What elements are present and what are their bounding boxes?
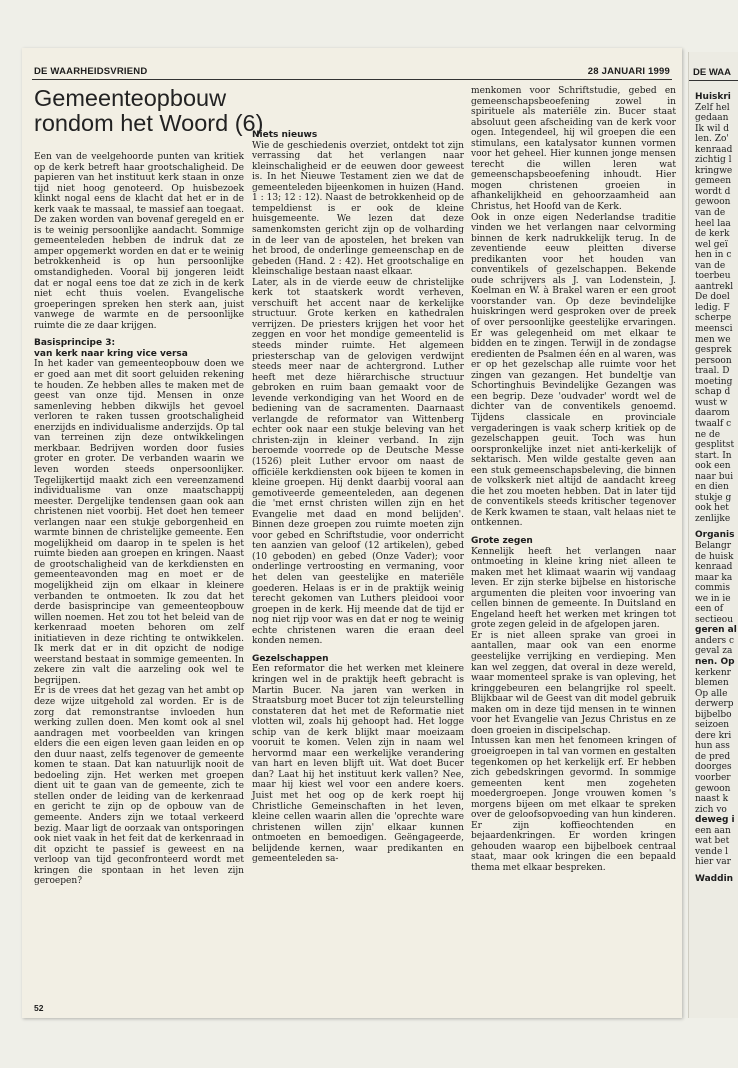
next-page-line: wel geï (695, 239, 728, 250)
newspaper-page (22, 48, 682, 1018)
paragraph: menkomen voor Schriftstudie, gebed en gemeenschapsbeoefening zowel in spirituele als materiële zin. Bucer staat absoluut geen afscheiding van de kerk voor ogen. Integendeel, hij wil groepen die een stimulans, een katalysator kunnen vormen voor het geheel. Hier kunnen jonge mensen terecht die willen leren wat gemeenschapsbeoefening inhoudt. Hier mogen christenen groeien in afhankelijkheid en gehoorzaamheid aan Christus, het Hoofd van de Kerk. (471, 86, 676, 213)
next-page-line: ne de (695, 429, 721, 440)
next-page-line: gewoon (695, 197, 731, 208)
paragraph: Een reformator die het werken met kleinere kringen wel in de praktijk heeft gebracht is Martin Bucer. Na jaren van werken in Straatsburg moet Bucer tot zijn teleurstelling constateren dat het met de Reformatie niet vlotten wil, zoals hij gehoopt had. Het logge schip van de kerk blijkt maar moeizaam vooruit te komen. Velen zijn in naam wel hervormd maar een werkelijke verandering van hart en leven blijft uit. Wat doet Bucer dan? Laat hij het instituut kerk vallen? Nee, maar hij kiest wel voor een andere koers. Juist met het oog op de kerk roept hij Christliche Gemeinschaften in het leven, kleine cellen waarin allen die 'oprechte ware christenen willen zijn' elkaar kunnen ontmoeten en bemoedigen. Geëngageerde, belijdende kernen, waar predikanten en gemeenteleden sa- (252, 664, 464, 865)
next-page-line: deweg i (695, 815, 735, 826)
section-subheading: van kerk naar kring vice versa (34, 348, 188, 359)
next-page-line: anders c (695, 635, 735, 646)
next-page-line: daarom (695, 408, 730, 419)
next-page-line: len. Zo' (695, 134, 729, 145)
next-page-line: start. In (695, 450, 732, 461)
next-page-line: doorges (695, 762, 732, 773)
next-page-line: naar bui (695, 471, 734, 482)
next-page-line: Organis (695, 530, 735, 541)
next-page-edge (688, 52, 738, 1018)
next-page-line: stukje g (695, 492, 732, 503)
next-page-line: maar ka (695, 572, 733, 583)
next-page-line: kringwe (695, 165, 733, 176)
next-page-line: zenlijke (695, 513, 731, 524)
next-page-line: een of (695, 604, 724, 615)
next-page-line: de huisk (695, 551, 734, 562)
paragraph: Intussen kan men het fenomeen kringen of groeigroepen in tal van vormen en gestalten tegenkomen op het kerkelijk erf. Er hebben zich gebedskringen gevormd. In sommige gemeenten kent men zogeheten moedergroepen. Jonge vrouwen komen 's morgens bijeen om met elkaar te spreken over de geloofsopvoeding van hun kinderen. Er zijn koffieochtenden en bejaardenkringen. Er worden kringen gehouden waarop een bijbelboek centraal staat, maar ook kringen die een bepaald thema met elkaar bespreken. (471, 736, 676, 873)
section-heading: Grote zegen (471, 535, 533, 546)
next-page-line: kenraad (695, 144, 733, 155)
paragraph: Er is de vrees dat het gezag van het ambt op deze wijze uitgehold zal worden. Er is de zorg dat remonstrantse invloeden hun werking zullen doen. Men komt ook al snel aandragen met voorbeelden van kringen elders die een eigen leven gaan leiden en op den duur naast, zelfs tegenover de gemeente komen te staan. Dat kan natuurlijk nooit de bedoeling zijn. Het werken met groepen dient uit te gaan van de gemeente, zich te stellen onder de leiding van de kerkenraad en gericht te zijn op de opbouw van de gemeente. Anders zijn we totaal verkeerd bezig. Maar ligt de oorzaak van ontsporingen ook niet vaak in het feit dat de kerkenraad in dit opzicht te passief is geweest en na verloop van tijd geconfronteerd wordt met kringen die spontaan in het leven zijn geroepen? (34, 686, 244, 887)
next-page-line: derwerp (695, 699, 734, 710)
next-page-line: gewoon (695, 783, 731, 794)
next-page-line: commis (695, 583, 731, 594)
next-page-line: ledig. F (695, 302, 730, 313)
next-page-header: DE WAA (693, 67, 731, 78)
next-page-line: De doel (695, 292, 730, 303)
next-page-line: meensci (695, 324, 733, 335)
next-page-line: gesplitst (695, 440, 735, 451)
next-page-line: geval za (695, 646, 733, 657)
header-rule (32, 79, 672, 80)
page-number: 52 (34, 1003, 44, 1013)
section-heading: Basisprincipe 3: (34, 338, 116, 349)
next-page-line: een aan (695, 825, 731, 836)
paragraph: In het kader van gemeenteopbouw doen we er goed aan met dit soort geluiden rekening te houden. Ze hebben alles te maken met de geest van onze tijd. Mensen in onze samenleving hebben dikwijls het gevoel verloren te raken tussen grootschaligheid enerzijds en individualisme anderzijds. Op tal van terreinen zijn deze ontwikkelingen merkbaar. Bedrijven worden door fusies groter en groter. De verbanden waarin we leven worden steeds onpersoonlijker. Tegelijkertijd maakt zich een vereenzamend individualisme van onze maatschappij meester. Dergelijke tendensen gaan ook aan christenen niet voorbij. Het doet hen temeer verlangen naar een stukje geborgenheid en warmte binnen de christelijke gemeente. Een mogelijkheid om daarop in te spelen is het ruimte bieden aan groepen en kringen. Naast de grootschaligheid van de kerkdiensten en gemeenteavonden mag en moet er de mogelijkheid zijn om elkaar in kleinere verbanden te ontmoeten. Ik zou dat het derde basisprincipe van gemeenteopbouw willen noemen. Het zou tot het beleid van de kerkenraad moeten behoren om zelf initiatieven in deze richting te ontwikkelen. Ik merk dat er in dit opzicht de nodige weerstand bestaat in sommige gemeenten. In zekere zin valt die aarzeling ook wel te begrijpen. (34, 359, 244, 686)
next-page-line: gemeen (695, 176, 732, 187)
next-page-line: wust w (695, 397, 728, 408)
next-page-line: sectieou (695, 614, 734, 625)
next-page-line: Zelf hel (695, 102, 730, 113)
next-page-line: kerkenr (695, 667, 731, 678)
paragraph: Er is niet alleen sprake van groei in aantallen, maar ook van een enorme geestelijke verrijking en verdieping. Men kan wel zeggen, dat overal in deze wereld, waar momenteel sprake is van opleving, het kringgebeuren een belangrijke rol speelt. Blijkbaar wil de Geest van dit model gebruik maken om in deze tijd mensen in te winnen voor het Evangelie van Jezus Christus en ze doen groeien in discipelschap. (471, 630, 676, 736)
next-page-line: voorber (695, 773, 731, 783)
next-page-line: heel laa (695, 218, 731, 229)
next-page-line: de kerk (695, 229, 730, 240)
next-page-line: geren al (695, 625, 737, 636)
next-page-line: schap d (695, 387, 731, 398)
next-page-line: naast k (695, 794, 729, 805)
paragraph: Kennelijk heeft het verlangen naar ontmoeting in kleine kring niet alleen te maken met het klimaat waarin wij vandaag leven. Er zijn sterke bijbelse en historische argumenten die pleiten voor invoering van cellen binnen de gemeente. In Duitsland en Engeland heeft het werken met kringen tot grote zegen geleid in de afgelopen jaren. (471, 546, 676, 631)
next-page-line: de pred (695, 751, 731, 762)
next-page-line: Huiskri (695, 92, 731, 102)
next-page-line: traal. D (695, 366, 730, 377)
section-heading: Niets nieuws (252, 130, 318, 140)
paragraph: Later, als in de vierde eeuw de christelijke kerk tot staatskerk wordt verheven, verschuift het accent naar de kerkelijke structuur. Grote kerken en kathedralen verrijzen. De priesters krijgen het voor het zeggen en voor het mondige gemeentelid is steeds minder ruimte. Het algemeen priesterschap van de gelovigen verdwijnt steeds meer naar de achtergrond. Luther heeft met deze hiërarchische structuur gebroken en ruim baan gemaakt voor de levende verkondiging van het Woord en de bediening van de sacramenten. Daarnaast verlangde de reformator van Wittenberg echter ook naar een stukje beleving van het christen-zijn in kleiner verband. In zijn beroemde voorrede op de Deutsche Messe (1526) pleit Luther ervoor om naast de officiële kerkdiensten ook bijeen te komen in kleine groepen. Hij denkt daarbij vooral aan gemotiveerde gemeenteleden, aan degenen die 'met ernst christen willen zijn en het Evangelie met daad en mond belijden'. Binnen deze groepen zou ruimte moeten zijn voor gebed en Schriftstudie, voor onderricht ten aanzien van geloof (12 artikelen), gebed (10 geboden) en gebed (Onze Vader); voor onderlinge vertroosting en vermaning, voor het delen van geestelijke en materiële goederen. Helaas is er in de praktijk weinig terecht gekomen van Luthers pleidooi voor groepen in de kerk. Hij meende dat de tijd er nog niet rijp voor was en dat er nog te weinig echte christenen waren die eraan deel konden nemen. (252, 277, 464, 647)
next-page-line: dere kri (695, 730, 732, 741)
next-page-line: Op alle (695, 688, 728, 699)
next-page-line: seizoen (695, 720, 730, 731)
next-page-line: hier var (695, 857, 731, 868)
next-page-line: kenraad (695, 562, 733, 573)
paragraph: Een van de veelgehoorde punten van kritiek op de kerk betreft haar grootschaligheid. De papieren van het instituut kerk staan in onze tijd niet hoog genoteerd. Op huisbezoek klinkt nogal eens de klacht dat het er in de kerk vaak te massaal, te massief aan toegaat. De zaken worden van bovenaf geregeld en er is te weinig persoonlijke aandacht. Sommige gemeenteleden hebben de indruk dat ze amper opgemerkt worden en dat er te weinig betrokkenheid is op hun persoonlijke omstandigheden. Vooral bij jongeren leidt dat er nogal eens toe dat ze zich in de kerk niet echt thuis voelen. Evangelische groeperingen spreken hen sterk aan, juist vanwege de warmte en de persoonlijke ruimte die ze daar krijgen. (34, 152, 244, 331)
next-page-line: zichtig l (695, 155, 732, 166)
next-page-line: zich vo (695, 804, 727, 815)
next-page-line: wat bet (695, 836, 730, 847)
running-header-date: 28 JANUARI 1999 (587, 66, 670, 77)
next-page-line: Ik wil d (695, 123, 729, 134)
next-page-line: gesprek (695, 345, 732, 356)
next-page-line: bijbelbo (695, 709, 732, 720)
next-page-line: twaalf c (695, 418, 732, 429)
running-header-title: DE WAARHEIDSVRIEND (34, 66, 148, 77)
article-column-1 (34, 152, 244, 887)
article-column-2 (252, 130, 464, 865)
paragraph: Ook in onze eigen Nederlandse traditie vinden we het verlangen naar celvorming binnen de kerk nadrukkelijk terug. In de zeventiende eeuw pleitten diverse predikanten voor het houden van conventikels of gezelschappen. Bekende oude schrijvers als J. van Lodenstein, J. Koelman en W. à Brakel waren er een groot voorstander van. Op deze bevindelijke huiskringen werd gesproken over de preek of over persoonlijke geestelijke ervaringen. Er was gelegenheid om met elkaar te bidden en te zingen. Terwijl in de zondagse eredienten de Psalmen één en al waren, was er op het gezelschap alle ruimte voor het zingen van gezangen. Het bundeltje van Schortinghuis Bevindelijke Gezangen was een begrip. Deze 'oudvader' wordt wel de dichter van de conventikels genoemd. Tijdens classicale en provinciale vergaderingen is vaak scherp kritiek op de gezelschappen geuit. Toch was hun oorspronkelijke inzet niet anti-kerkelijk of sektarisch. Men wilde gestalte geven aan een stuk gemeenschapsbeleving, die binnen de volkskerk niet altijd de aandacht kreeg die het zou moeten hebben. Dat in later tijd de conventikels steeds kritischer tegenover de Kerk kwamen te staan, valt helaas niet te ontkennen. (471, 212, 676, 529)
paragraph: Wie de geschiedenis overziet, ontdekt tot zijn verrassing dat het verlangen naar kleinschaligheid er de eeuwen door geweest is. In het Nieuwe Testament zien we dat de gemeenteleden bijeenkomen in huizen (Hand. 1 : 13; 12 : 12). Naast de betrokkenheid op de tempeldienst is er ook de kleine huisgemeente. We lezen dat deze samenkomsten gericht zijn op de volharding in de leer van de apostelen, het breken van het brood, de onderlinge gemeenschap en de gebeden (Hand. 2 : 42). Het grootschalige en kleinschalige bestaan naast elkaar. (252, 140, 464, 278)
article-title: Gemeenteopbouw rondom het Woord (6) (34, 85, 264, 136)
section-heading: Gezelschappen (252, 653, 329, 664)
next-page-line: ook het (695, 503, 729, 514)
next-page-line: toerbeu (695, 271, 731, 282)
next-page-line: gedaan (695, 113, 729, 124)
next-page-line: men we (695, 334, 731, 345)
next-page-line: nen. Op (695, 656, 735, 667)
next-page-line: vende l (695, 846, 729, 857)
next-page-line: Waddin (695, 873, 734, 884)
next-page-line: hun ass (695, 741, 730, 752)
next-page-line: blemen (695, 678, 729, 689)
next-page-line: hen in c (695, 250, 732, 261)
next-page-line: ook een (695, 461, 731, 472)
next-page-line: van de (695, 208, 726, 219)
next-page-line: we in ie (695, 593, 731, 604)
next-page-text (695, 92, 738, 884)
next-page-line: Belangr (695, 540, 732, 551)
article-column-3 (471, 86, 676, 874)
next-page-line: van de (695, 260, 726, 271)
next-page-rule (689, 80, 738, 81)
next-page-line: aantrekl (695, 281, 734, 292)
next-page-line: en dien (695, 482, 729, 493)
next-page-line: scherpe (695, 313, 732, 324)
next-page-line: wordt d (695, 186, 731, 197)
next-page-line: persoon (695, 355, 732, 366)
next-page-line: moeting (695, 376, 733, 387)
